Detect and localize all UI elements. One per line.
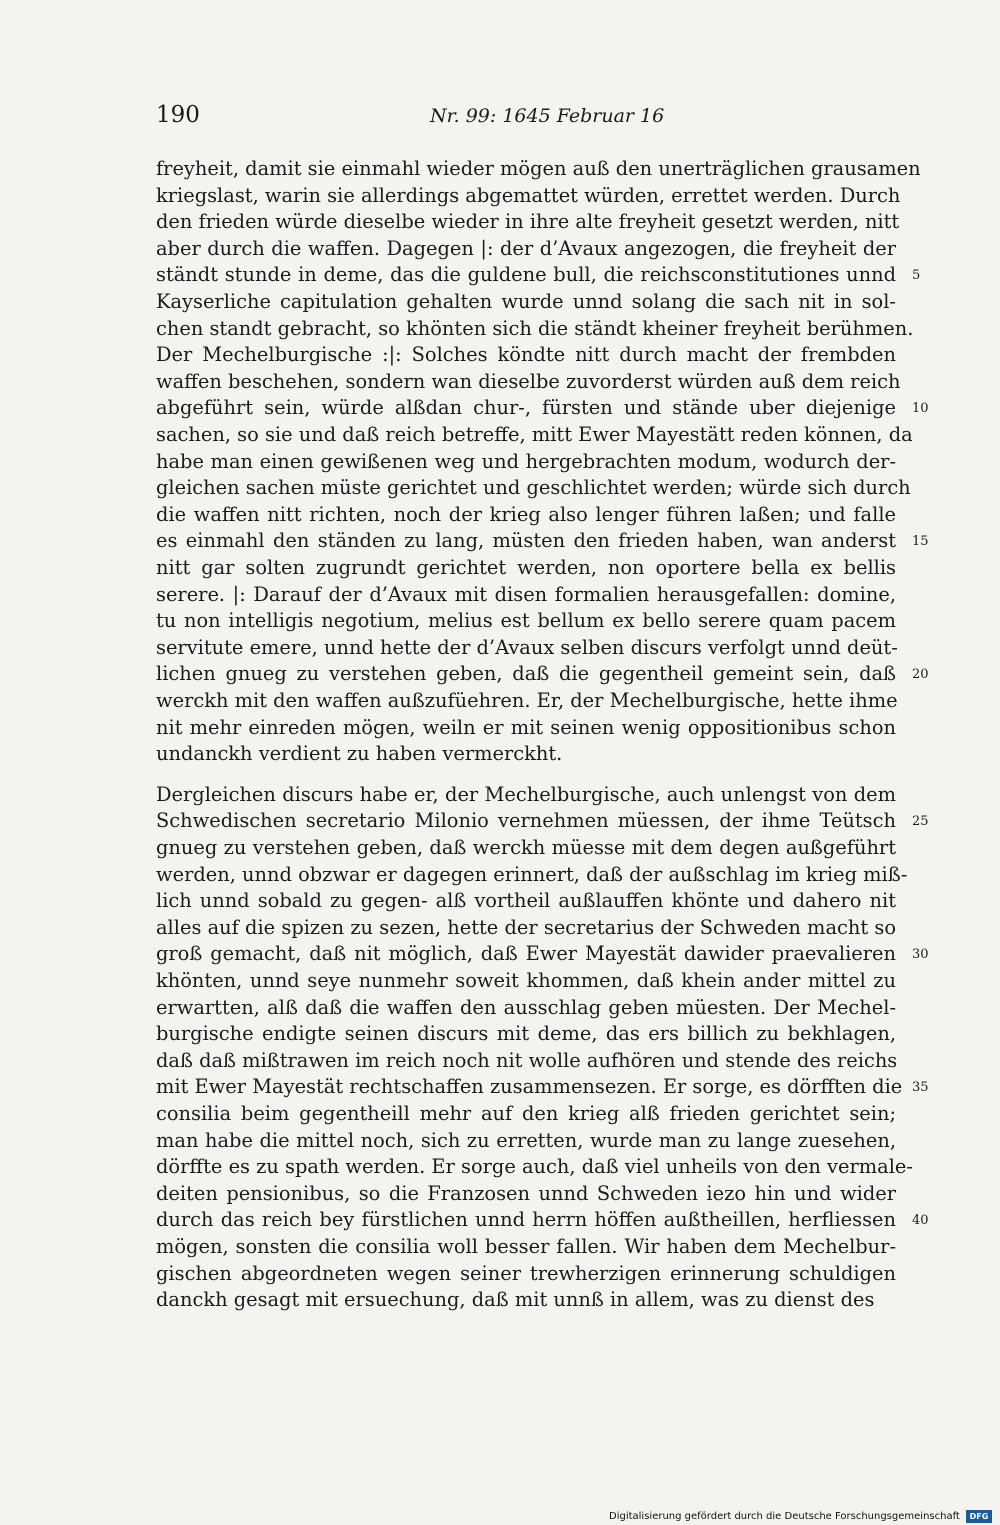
margin-line-number: 10 (912, 401, 929, 417)
text-line: daß daß mißtrawen im reich noch nit wolle aufhören und stende des reichs (156, 1048, 898, 1072)
text-line: danckh gesagt mit ersuechung, daß mit unnß in allem, was zu dienst des (156, 1288, 875, 1312)
text-line: gnueg zu verstehen geben, daß werckh müesse mit dem degen außgeführt (156, 836, 896, 859)
running-head: Nr. 99: 1645 Februar 16 (430, 105, 665, 127)
text-line: Dergleichen discurs habe er, der Mechelburgische, auch unlengst von dem (156, 782, 896, 806)
text-line: habe man einen gewißenen weg und hergebrachten modum, wodurch der- (156, 449, 896, 473)
footer-note: Digitalisierung gefördert durch die Deutsche Forschungsgemeinschaft (609, 1511, 960, 1522)
text-line: lichen gnueg zu verstehen geben, daß die gegentheil gemeint sein, daß (156, 662, 896, 686)
margin-line-number: 35 (912, 1080, 929, 1096)
text-line: khönten, unnd seye nunmehr soweit khommen, daß khein ander mittel zu (156, 969, 896, 992)
text-line: mögen, sonsten die consilia woll besser fallen. Wir haben dem Mechelbur- (156, 1235, 896, 1258)
text-line: groß gemacht, daß nit möglich, daß Ewer Mayestät dawider praevalieren (156, 942, 896, 966)
text-line: kriegslast, warin sie allerdings abgemattet würden, errettet werden. Durch (156, 183, 901, 207)
text-line: erwartten, alß daß die waffen den ausschlag geben müesten. Der Mechel- (156, 995, 896, 1019)
text-line: servitute emere, unnd hette der d’Avaux selben discurs verfolgt unnd deüt- (156, 635, 898, 659)
text-line: consilia beim gegentheill mehr auf den krieg alß frieden gerichtet sein; (156, 1102, 896, 1125)
text-line: tu non intelligis negotium, melius est bellum ex bello serere quam pacem (156, 609, 896, 633)
text-line: abgeführt sein, würde alßdan chur-, fürsten und stände uber diejenige (156, 396, 896, 420)
text-line: waffen beschehen, sondern wan dieselbe zuvorderst würden auß dem reich (156, 369, 901, 393)
margin-line-number: 40 (912, 1213, 929, 1229)
text-line: freyheit, damit sie einmahl wieder mögen auß den unerträglichen grausamen (156, 157, 921, 180)
text-line: werckh mit den waffen außzufüehren. Er, der Mechelburgische, hette ihme (156, 689, 898, 712)
dfg-logo: DFG (966, 1510, 992, 1523)
text-line: es einmahl den ständen zu lang, müsten den frieden haben, wan anderst (156, 529, 896, 553)
text-line: werden, unnd obzwar er dagegen erinnert, daß der außschlag im krieg miß- (156, 862, 908, 886)
margin-line-number: 30 (912, 947, 929, 963)
text-line: burgische endigte seinen discurs mit deme, das ers billich zu bekhlagen, (156, 1022, 896, 1046)
text-line: chen standt gebracht, so khönten sich die ständt kheiner freyheit berühmen. (156, 316, 914, 340)
text-line: nitt gar solten zugrundt gerichtet werden, non oportere bella ex bellis (156, 556, 896, 579)
text-line: Der Mechelburgische :|: Solches köndte nitt durch macht der frembden (156, 343, 896, 367)
text-line: deiten pensionibus, so die Franzosen unnd Schweden iezo hin und wider (156, 1181, 896, 1205)
text-line: durch das reich bey fürstlichen unnd herrn höffen außtheillen, herfliessen (156, 1208, 896, 1232)
text-line: man habe die mittel noch, sich zu erretten, wurde man zu lange zuesehen, (156, 1128, 896, 1152)
text-line: dörffte es zu spath werden. Er sorge auch, daß viel unheils von den vermale- (156, 1155, 913, 1179)
text-line: sachen, so sie und daß reich betreffe, mitt Ewer Mayestätt reden können, da (156, 423, 913, 446)
text-line: die waffen nitt richten, noch der krieg also lenger führen laßen; und falle (156, 502, 896, 526)
text-line: mit Ewer Mayestät rechtschaffen zusammensezen. Er sorge, es dörfften die (156, 1075, 903, 1099)
text-line: ständt stunde in deme, das die guldene bull, die reichsconstitutiones unnd (156, 263, 896, 287)
text-line: nit mehr einreden mögen, weiln er mit seinen wenig oppositionibus schon (156, 715, 896, 739)
page-number: 190 (156, 102, 200, 128)
text-line: den frieden würde dieselbe wieder in ihre alte freyheit gesetzt werden, nitt (156, 210, 900, 234)
text-line: aber durch die waffen. Dagegen |: der d’Avaux angezogen, die freyheit der (156, 236, 896, 260)
text-line: undanckh verdient zu haben vermerckht. (156, 742, 563, 766)
text-line: Schwedischen secretario Milonio vernehmen müessen, der ihme Teütsch (156, 809, 896, 833)
text-line: alles auf die spizen zu sezen, hette der secretarius der Schweden macht so (156, 915, 896, 939)
text-line: serere. |: Darauf der d’Avaux mit disen formalien herausgefallen: domine, (156, 582, 896, 606)
margin-line-number: 15 (912, 534, 929, 550)
text-line: Kayserliche capitulation gehalten wurde unnd solang die sach nit in sol- (156, 290, 896, 313)
text-line: gleichen sachen müste gerichtet und geschlichtet werden; würde sich durch (156, 476, 911, 500)
margin-line-number: 25 (912, 814, 929, 830)
margin-line-number: 20 (912, 667, 929, 683)
text-line: gischen abgeordneten wegen seiner trewherzigen erinnerung schuldigen (156, 1261, 896, 1285)
margin-line-number: 5 (912, 268, 921, 284)
text-line: lich unnd sobald zu gegen- alß vortheil außlauffen khönte und dahero nit (156, 889, 896, 913)
